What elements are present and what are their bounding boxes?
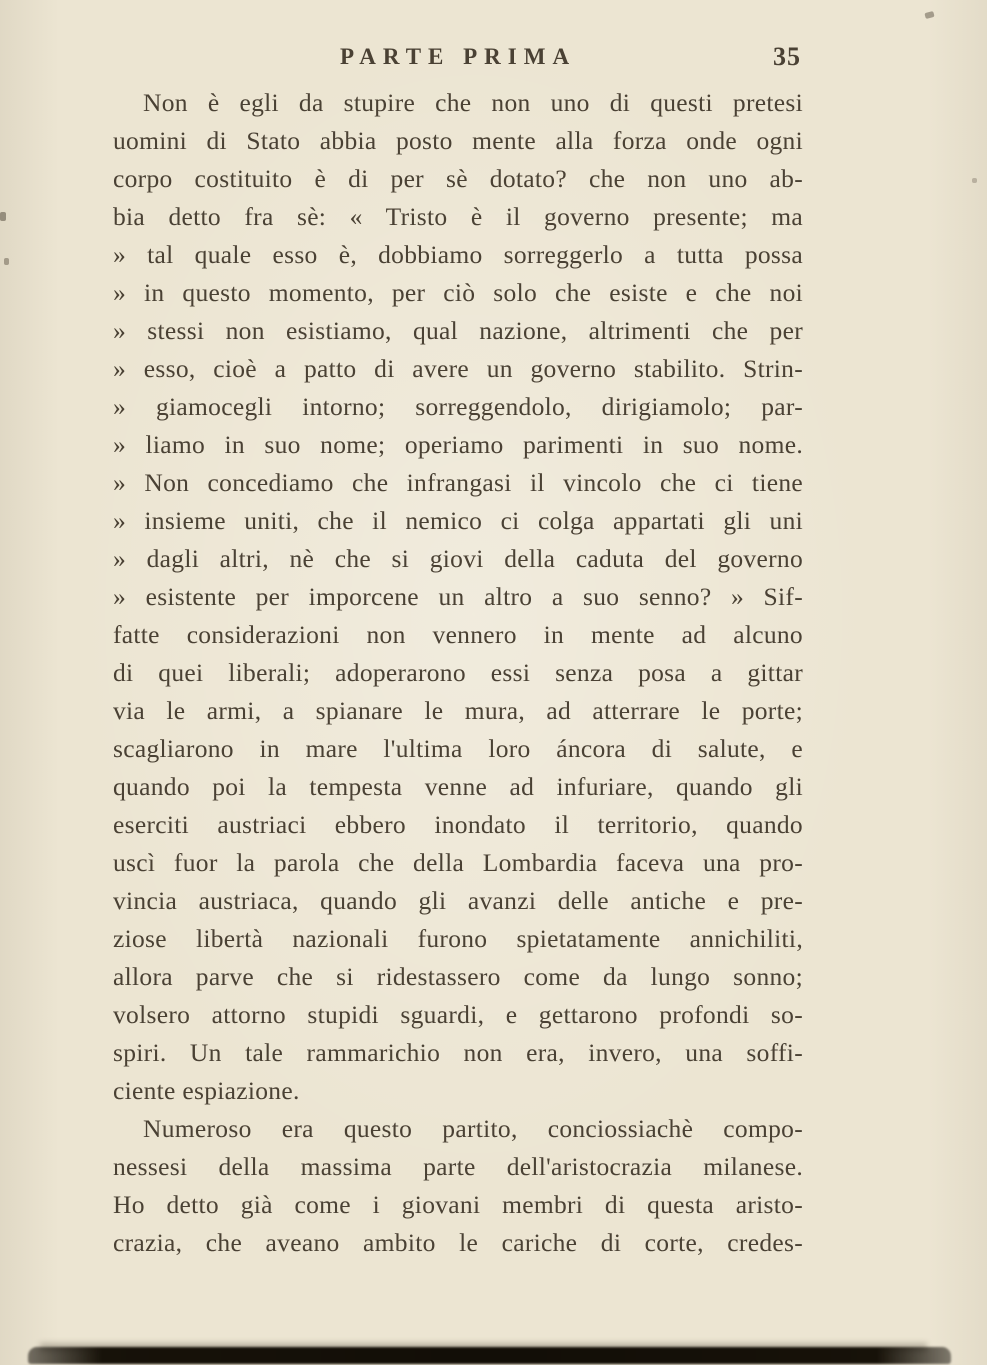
text-line: vincia austriaca, quando gli avanzi delle antiche e pre- (113, 886, 803, 915)
text-line: » dagli altri, nè che si giovi della caduta del governo (113, 544, 803, 573)
scan-speck (924, 11, 934, 19)
text-line: » esistente per imporcene un altro a suo senno? » Sif- (113, 582, 803, 611)
text-line: bia detto fra sè: « Tristo è il governo presente; ma (113, 202, 803, 231)
scan-speck (972, 178, 977, 183)
text-line: quando poi la tempesta venne ad infuriare, quando gli (113, 772, 803, 801)
scan-speck (4, 258, 9, 265)
text-line: Numeroso era questo partito, conciossiachè compo- (143, 1114, 803, 1143)
text-line: volsero attorno stupidi sguardi, e gettarono profondi so- (113, 1000, 803, 1029)
text-line: » stessi non esistiamo, qual nazione, altrimenti che per (113, 316, 803, 345)
text-line: spiri. Un tale rammarichio non era, invero, una soffi- (113, 1038, 803, 1067)
text-line: » Non concediamo che infrangasi il vincolo che ci tiene (113, 468, 803, 497)
text-line: » esso, cioè a patto di avere un governo stabilito. Strin- (113, 354, 803, 383)
text-block (113, 84, 803, 1262)
page-header (113, 44, 803, 78)
text-line: » insieme uniti, che il nemico ci colga appartati gli uni (113, 506, 803, 535)
text-line: » giamocegli intorno; sorreggendolo, dirigiamolo; par- (113, 392, 803, 421)
text-line: » in questo momento, per ciò solo che esiste e che noi (113, 278, 803, 307)
text-line: ciente espiazione. (113, 1076, 300, 1105)
scan-speck (0, 212, 6, 221)
text-line: corpo costituito è di per sè dotato? che non uno ab- (113, 164, 803, 193)
text-line: fatte considerazioni non vennero in mente ad alcuno (113, 620, 803, 649)
text-line: via le armi, a spianare le mura, ad atterrare le porte; (113, 696, 803, 725)
text-line: allora parve che si ridestassero come da lungo sonno; (113, 962, 803, 991)
text-line: Non è egli da stupire che non uno di questi pretesi (143, 88, 803, 117)
text-line: nessesi della massima parte dell'aristocrazia milanese. (113, 1152, 803, 1181)
running-title: PARTE PRIMA (339, 44, 577, 69)
text-line: » tal quale esso è, dobbiamo sorreggerlo a tutta possa (113, 240, 803, 269)
text-line: uscì fuor la parola che della Lombardia faceva una pro- (113, 848, 803, 877)
page-number: 35 (773, 42, 801, 71)
text-line: » liamo in suo nome; operiamo parimenti in suo nome. (113, 430, 803, 459)
text-line: di quei liberali; adoperarono essi senza posa a gittar (113, 658, 803, 687)
text-line: Ho detto già come i giovani membri di questa aristo- (113, 1190, 803, 1219)
text-line: uomini di Stato abbia posto mente alla forza onde ogni (113, 126, 803, 155)
text-line: eserciti austriaci ebbero inondato il territorio, quando (113, 810, 803, 839)
text-line: ziose libertà nazionali furono spietatamente annichiliti, (113, 924, 803, 953)
scan-artifact-bottom-bar (28, 1347, 951, 1364)
text-line: crazia, che aveano ambito le cariche di corte, credes- (113, 1228, 803, 1257)
text-line: scagliarono in mare l'ultima loro áncora di salute, e (113, 734, 803, 763)
